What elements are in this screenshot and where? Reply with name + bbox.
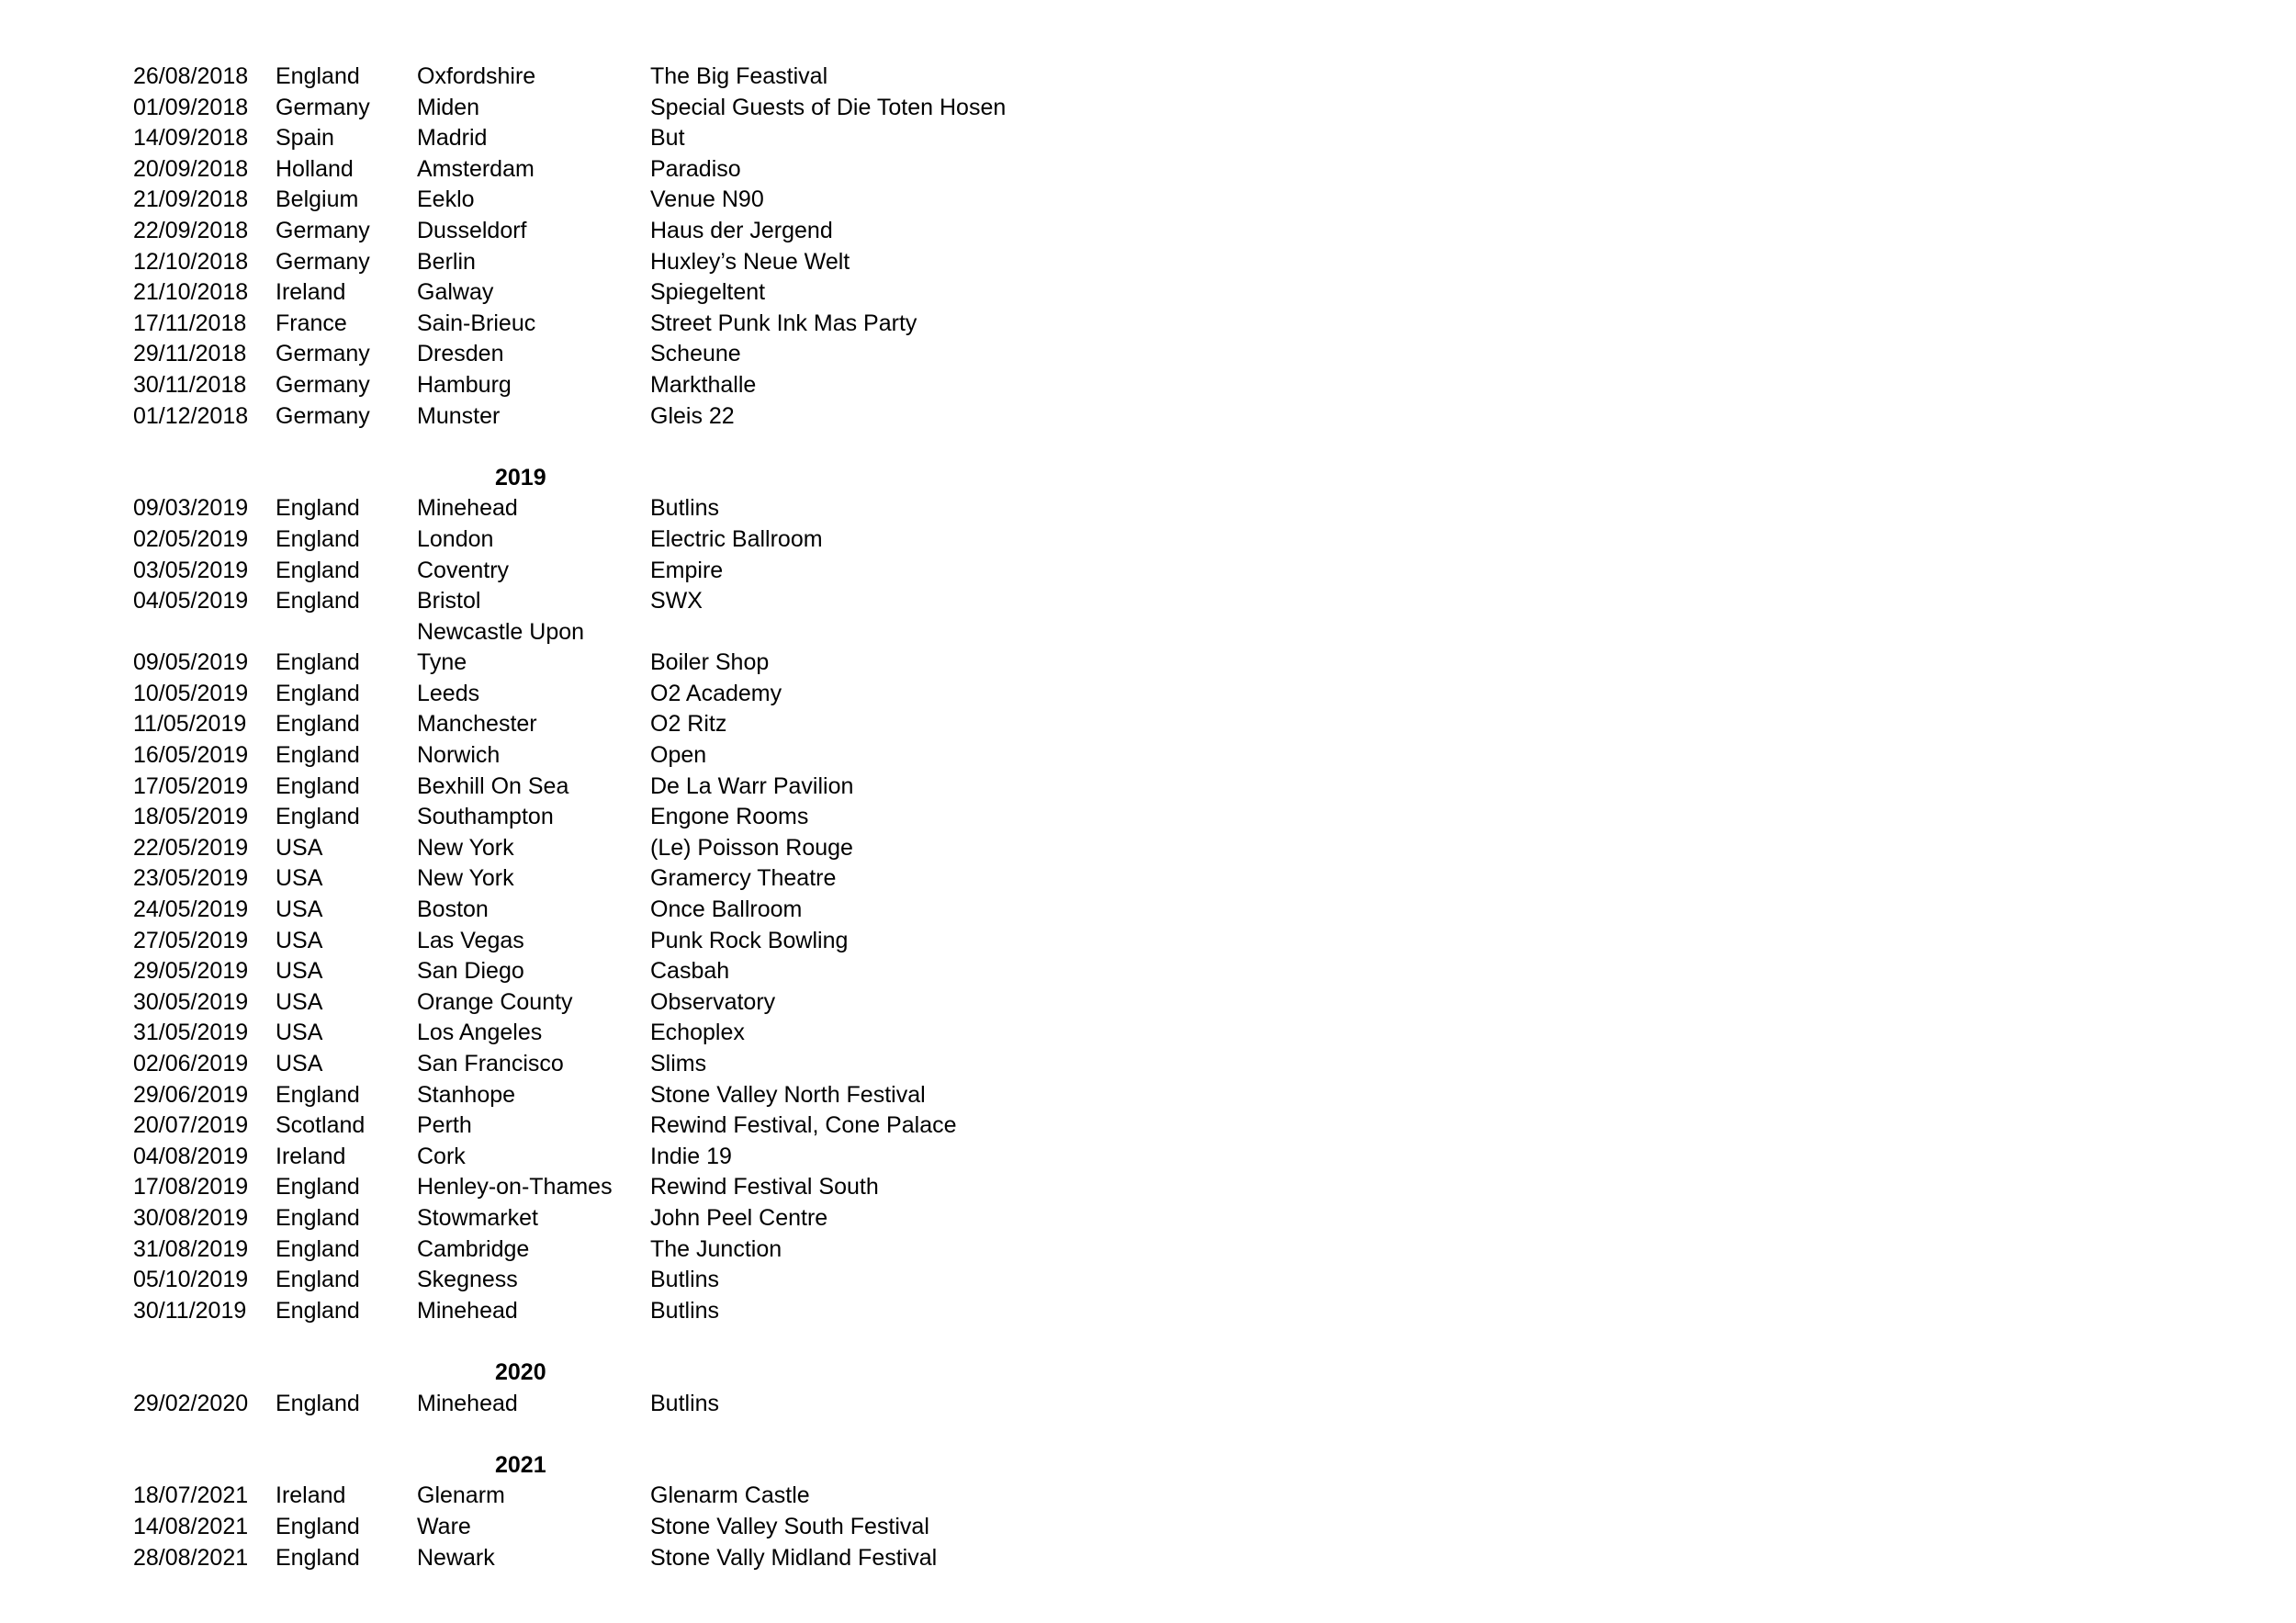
city-cell: Cork — [417, 1143, 466, 1169]
country-cell: England — [276, 1204, 360, 1231]
venue-cell: Huxley’s Neue Welt — [650, 248, 850, 275]
table-row — [133, 216, 1327, 247]
venue-cell: (Le) Poisson Rouge — [650, 834, 853, 861]
city-cell: Boston — [417, 896, 489, 923]
venue-cell: Butlins — [650, 1297, 720, 1324]
venue-cell: Echoplex — [650, 1020, 745, 1046]
table-row — [133, 1265, 1327, 1296]
country-cell: England — [276, 1544, 360, 1571]
country-cell: England — [276, 804, 360, 830]
table-row — [133, 93, 1327, 124]
venue-cell: Special Guests of Die Toten Hosen — [650, 94, 1007, 120]
country-cell: England — [276, 495, 360, 522]
city-cell: Glenarm — [417, 1482, 505, 1509]
table-row — [133, 154, 1327, 186]
date-cell: 27/05/2019 — [133, 927, 249, 953]
date-cell: 30/05/2019 — [133, 988, 249, 1015]
date-cell: 03/05/2019 — [133, 557, 249, 583]
venue-cell: O2 Academy — [650, 680, 782, 706]
city-cell: Hamburg — [417, 371, 512, 398]
date-cell: 30/08/2019 — [133, 1204, 249, 1231]
city-cell: Oxfordshire — [417, 63, 536, 89]
table-row — [133, 1049, 1327, 1080]
year-heading: 2019 — [495, 464, 546, 490]
table-row — [133, 740, 1327, 772]
city-cell: Las Vegas — [417, 927, 524, 953]
country-cell: England — [276, 588, 360, 614]
venue-cell: Butlins — [650, 495, 720, 522]
country-cell: Ireland — [276, 279, 346, 306]
date-cell: 29/05/2019 — [133, 958, 249, 985]
country-cell: Belgium — [276, 186, 359, 213]
table-row — [133, 586, 1327, 617]
table-row — [133, 1080, 1327, 1111]
venue-cell: Markthalle — [650, 371, 757, 398]
city-cell: Minehead — [417, 1390, 518, 1416]
country-cell: England — [276, 1390, 360, 1416]
date-cell: 29/02/2020 — [133, 1390, 249, 1416]
country-cell: USA — [276, 1051, 323, 1076]
date-cell: 20/07/2019 — [133, 1112, 249, 1139]
table-row — [133, 1543, 1327, 1574]
venue-cell: O2 Ritz — [650, 711, 727, 738]
section-spacer — [133, 432, 1327, 463]
country-cell: England — [276, 711, 360, 738]
table-row — [133, 277, 1327, 309]
city-cell: Norwich — [417, 742, 501, 769]
date-cell: 30/11/2019 — [133, 1297, 247, 1324]
table-row — [133, 1234, 1327, 1266]
country-cell: Germany — [276, 94, 370, 120]
table-row — [133, 987, 1327, 1019]
city-cell: Bristol — [417, 588, 481, 614]
venue-cell: Engone Rooms — [650, 804, 809, 830]
date-cell: 22/09/2018 — [133, 217, 249, 243]
table-row — [133, 556, 1327, 587]
venue-cell: Punk Rock Bowling — [650, 927, 849, 953]
date-cell: 29/11/2018 — [133, 341, 247, 367]
city-cell: Eeklo — [417, 186, 475, 213]
country-cell: Germany — [276, 248, 370, 275]
table-row — [133, 709, 1327, 740]
venue-cell: Stone Vally Midland Festival — [650, 1544, 938, 1571]
date-cell: 18/07/2021 — [133, 1482, 249, 1509]
table-row — [133, 401, 1327, 433]
venue-cell: SWX — [650, 588, 703, 614]
venue-cell: Observatory — [650, 988, 776, 1015]
country-cell: England — [276, 63, 360, 89]
country-cell: England — [276, 1081, 360, 1108]
date-cell: 21/10/2018 — [133, 279, 249, 306]
tour-dates-list — [133, 62, 1327, 1573]
venue-cell: Empire — [650, 557, 724, 583]
date-cell: 18/05/2019 — [133, 804, 249, 830]
venue-cell: Venue N90 — [650, 186, 764, 213]
country-cell: USA — [276, 1020, 323, 1046]
city-cell: Galway — [417, 279, 494, 306]
venue-cell: Once Ballroom — [650, 896, 803, 923]
country-cell: England — [276, 1235, 360, 1262]
date-cell: 17/05/2019 — [133, 772, 249, 799]
table-row — [133, 1018, 1327, 1049]
country-cell: England — [276, 680, 360, 706]
venue-cell: Rewind Festival South — [650, 1174, 879, 1200]
country-cell: USA — [276, 865, 323, 892]
table-row — [133, 1172, 1327, 1203]
year-heading: 2020 — [495, 1358, 546, 1385]
date-cell: 31/05/2019 — [133, 1020, 249, 1046]
table-row — [133, 772, 1327, 803]
table-row — [133, 895, 1327, 926]
country-cell: England — [276, 525, 360, 552]
date-cell: 04/08/2019 — [133, 1143, 249, 1169]
date-cell: 30/11/2018 — [133, 371, 247, 398]
city-cell: Southampton — [417, 804, 554, 830]
country-cell: England — [276, 1267, 360, 1293]
country-cell: Germany — [276, 341, 370, 367]
country-cell: USA — [276, 927, 323, 953]
date-cell: 10/05/2019 — [133, 680, 249, 706]
country-cell: Holland — [276, 155, 354, 182]
date-cell: 01/09/2018 — [133, 94, 249, 120]
venue-cell: Gramercy Theatre — [650, 865, 837, 892]
table-row — [133, 863, 1327, 895]
date-cell: 09/05/2019 — [133, 649, 249, 676]
venue-cell: Open — [650, 742, 707, 769]
venue-cell: Scheune — [650, 341, 741, 367]
table-row — [133, 833, 1327, 864]
table-row — [133, 926, 1327, 957]
date-cell: 17/08/2019 — [133, 1174, 249, 1200]
city-cell: Ware — [417, 1513, 471, 1539]
city-cell: Leeds — [417, 680, 480, 706]
country-cell: Germany — [276, 402, 370, 429]
table-row — [133, 62, 1327, 93]
venue-cell: Haus der Jergend — [650, 217, 833, 243]
country-cell: France — [276, 310, 347, 336]
venue-cell: Electric Ballroom — [650, 525, 823, 552]
venue-cell: Slims — [650, 1051, 707, 1076]
city-cell: Newcastle Upon — [417, 618, 585, 645]
venue-cell: Paradiso — [650, 155, 741, 182]
city-cell: Perth — [417, 1112, 472, 1139]
city-cell: Sain-Brieuc — [417, 310, 536, 336]
country-cell: England — [276, 1297, 360, 1324]
date-cell: 31/08/2019 — [133, 1235, 249, 1262]
table-row — [133, 1481, 1327, 1512]
year-heading-row — [133, 463, 1327, 494]
city-cell: Miden — [417, 94, 480, 120]
city-cell: London — [417, 525, 494, 552]
table-row — [133, 247, 1327, 278]
city-cell: Munster — [417, 402, 501, 429]
venue-cell: Butlins — [650, 1267, 720, 1293]
country-cell: USA — [276, 958, 323, 985]
country-cell: England — [276, 742, 360, 769]
table-row — [133, 339, 1327, 370]
country-cell: Germany — [276, 371, 370, 398]
table-row — [133, 1110, 1327, 1142]
year-heading-row — [133, 1358, 1327, 1389]
country-cell: Ireland — [276, 1143, 346, 1169]
table-row — [133, 648, 1327, 679]
venue-cell: Stone Valley South Festival — [650, 1513, 929, 1539]
city-cell: Dresden — [417, 341, 504, 367]
city-cell: Cambridge — [417, 1235, 530, 1262]
table-row — [133, 185, 1327, 216]
city-cell: San Diego — [417, 958, 524, 985]
table-row — [133, 679, 1327, 710]
city-cell: Coventry — [417, 557, 510, 583]
table-row — [133, 524, 1327, 556]
city-cell: Tyne — [417, 649, 467, 676]
city-cell: Orange County — [417, 988, 573, 1015]
country-cell: Spain — [276, 125, 334, 152]
date-cell: 02/05/2019 — [133, 525, 249, 552]
city-cell: Bexhill On Sea — [417, 772, 569, 799]
country-cell: England — [276, 557, 360, 583]
venue-cell: Butlins — [650, 1390, 720, 1416]
country-cell: England — [276, 1174, 360, 1200]
date-cell: 01/12/2018 — [133, 402, 249, 429]
date-cell: 11/05/2019 — [133, 711, 247, 738]
date-cell: 16/05/2019 — [133, 742, 249, 769]
table-row — [133, 123, 1327, 154]
table-row — [133, 1203, 1327, 1234]
venue-cell: The Junction — [650, 1235, 782, 1262]
date-cell: 26/08/2018 — [133, 63, 249, 89]
date-cell: 24/05/2019 — [133, 896, 249, 923]
city-cell: Minehead — [417, 1297, 518, 1324]
city-cell: Madrid — [417, 125, 488, 152]
city-cell: Amsterdam — [417, 155, 535, 182]
venue-cell: Gleis 22 — [650, 402, 735, 429]
country-cell: Scotland — [276, 1112, 366, 1139]
date-cell: 17/11/2018 — [133, 310, 247, 336]
country-cell: Germany — [276, 217, 370, 243]
country-cell: USA — [276, 834, 323, 861]
country-cell: England — [276, 772, 360, 799]
section-spacer — [133, 1326, 1327, 1358]
table-row — [133, 370, 1327, 401]
venue-cell: De La Warr Pavilion — [650, 772, 854, 799]
city-cell: New York — [417, 865, 514, 892]
year-heading: 2021 — [495, 1451, 546, 1478]
venue-cell: The Big Feastival — [650, 63, 828, 89]
country-cell: USA — [276, 988, 323, 1015]
date-cell: 21/09/2018 — [133, 186, 249, 213]
table-row — [133, 802, 1327, 833]
city-cell: Stowmarket — [417, 1204, 538, 1231]
table-row — [133, 1389, 1327, 1420]
city-cell: Dusseldorf — [417, 217, 527, 243]
date-cell: 14/08/2021 — [133, 1513, 249, 1539]
table-row — [133, 1142, 1327, 1173]
country-cell: Ireland — [276, 1482, 346, 1509]
date-cell: 29/06/2019 — [133, 1081, 249, 1108]
date-cell: 23/05/2019 — [133, 865, 249, 892]
table-row — [133, 309, 1327, 340]
city-cell: Newark — [417, 1544, 495, 1571]
city-cell: Berlin — [417, 248, 476, 275]
date-cell: 09/03/2019 — [133, 495, 249, 522]
venue-cell: Street Punk Ink Mas Party — [650, 310, 917, 336]
venue-cell: Indie 19 — [650, 1143, 732, 1169]
table-row — [133, 956, 1327, 987]
country-cell: England — [276, 1513, 360, 1539]
table-row — [133, 1296, 1327, 1327]
date-cell: 05/10/2019 — [133, 1267, 249, 1293]
table-row — [133, 493, 1327, 524]
venue-cell: Stone Valley North Festival — [650, 1081, 926, 1108]
city-cell: Skegness — [417, 1267, 518, 1293]
date-cell: 14/09/2018 — [133, 125, 249, 152]
country-cell: USA — [276, 896, 323, 923]
date-cell: 02/06/2019 — [133, 1051, 249, 1076]
venue-cell: John Peel Centre — [650, 1204, 828, 1231]
city-cell: Stanhope — [417, 1081, 516, 1108]
venue-cell: Boiler Shop — [650, 649, 770, 676]
table-row — [133, 617, 1327, 648]
date-cell: 22/05/2019 — [133, 834, 249, 861]
date-cell: 28/08/2021 — [133, 1544, 249, 1571]
city-cell: Henley-on-Thames — [417, 1174, 613, 1200]
city-cell: Minehead — [417, 495, 518, 522]
venue-cell: But — [650, 125, 685, 152]
date-cell: 12/10/2018 — [133, 248, 249, 275]
year-heading-row — [133, 1450, 1327, 1482]
venue-cell: Spiegeltent — [650, 279, 766, 306]
city-cell: Manchester — [417, 711, 537, 738]
date-cell: 04/05/2019 — [133, 588, 249, 614]
venue-cell: Glenarm Castle — [650, 1482, 810, 1509]
table-row — [133, 1512, 1327, 1543]
city-cell: New York — [417, 834, 514, 861]
date-cell: 20/09/2018 — [133, 155, 249, 182]
section-spacer — [133, 1419, 1327, 1450]
venue-cell: Rewind Festival, Cone Palace — [650, 1112, 957, 1139]
city-cell: Los Angeles — [417, 1020, 543, 1046]
country-cell: England — [276, 649, 360, 676]
city-cell: San Francisco — [417, 1051, 564, 1076]
venue-cell: Casbah — [650, 958, 730, 985]
